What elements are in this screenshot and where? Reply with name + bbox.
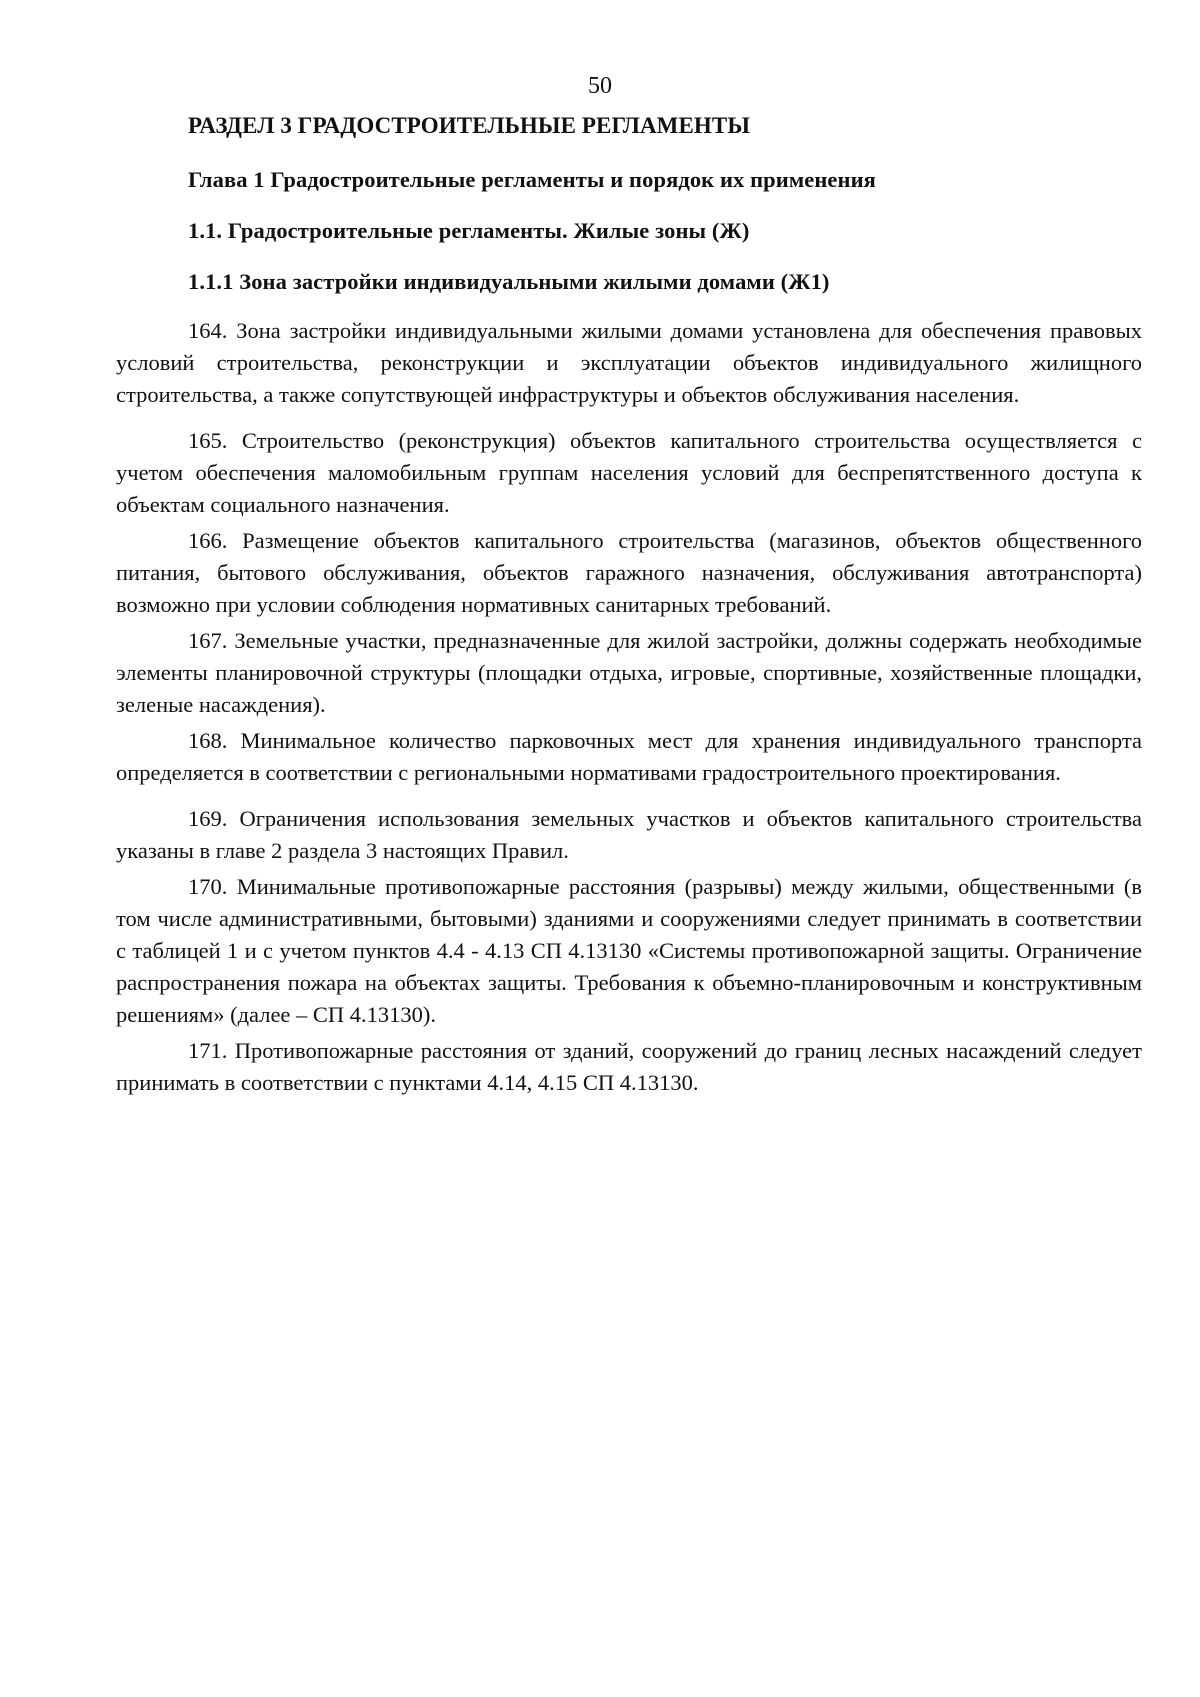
- chapter-heading: Глава 1 Градостроительные регламенты и порядок их применения: [188, 167, 876, 192]
- paragraph-170: 170. Минимальные противопожарные расстояния (разрывы) между жилыми, общественными (в том числе административными, бытовыми) зданиями и сооружениями следует принимать в соответствии с таблицей 1 и с учетом пунктов 4.4 - 4.13 СП 4.13130 «Системы противопожарной защиты. Ограничение распространения пожара на объектах защиты. Требования к объемно-планировочным и конструктивным решениям» (далее – СП 4.13130).: [116, 874, 1142, 1027]
- paragraph-168: 168. Минимальное количество парковочных мест для хранения индивидуального транспорта определяется в соответствии с региональными нормативами градостроительного проектирования.: [116, 728, 1142, 785]
- paragraph-167: 167. Земельные участки, предназначенные для жилой застройки, должны содержать необходимые элементы планировочной структуры (площадки отдыха, игровые, спортивные, хозяйственные площадки, зеленые насаждения).: [116, 628, 1142, 717]
- paragraph-169: 169. Ограничения использования земельных участков и объектов капитального строительства указаны в главе 2 раздела 3 настоящих Правил.: [116, 806, 1142, 863]
- paragraph-166: 166. Размещение объектов капитального строительства (магазинов, объектов общественного питания, бытового обслуживания, объектов гаражного назначения, обслуживания автотранспорта) возможно при условии соблюдения нормативных санитарных требований.: [116, 528, 1142, 617]
- paragraph-164: 164. Зона застройки индивидуальными жилыми домами установлена для обеспечения правовых условий строительства, реконструкции и эксплуатации объектов индивидуального жилищного строительства, а также сопутствующей инфраструктуры и объектов обслуживания населения.: [116, 318, 1142, 407]
- page-number: 50: [588, 73, 612, 99]
- subsection-heading: 1.1. Градостроительные регламенты. Жилые зоны (Ж): [188, 218, 750, 243]
- section-heading: РАЗДЕЛ 3 ГРАДОСТРОИТЕЛЬНЫЕ РЕГЛАМЕНТЫ: [188, 113, 751, 138]
- paragraph-171: 171. Противопожарные расстояния от зданий, сооружений до границ лесных насаждений следует принимать в соответствии с пунктами 4.14, 4.15 СП 4.13130.: [116, 1038, 1142, 1095]
- paragraph-list: [116, 315, 1142, 1099]
- document-body: [116, 112, 1142, 1099]
- paragraph-165: 165. Строительство (реконструкция) объектов капитального строительства осуществляется с учетом обеспечения маломобильным группам населения условий для беспрепятственного доступа к объектам социального назначения.: [116, 428, 1142, 517]
- zone-heading: 1.1.1 Зона застройки индивидуальными жилыми домами (Ж1): [188, 269, 830, 294]
